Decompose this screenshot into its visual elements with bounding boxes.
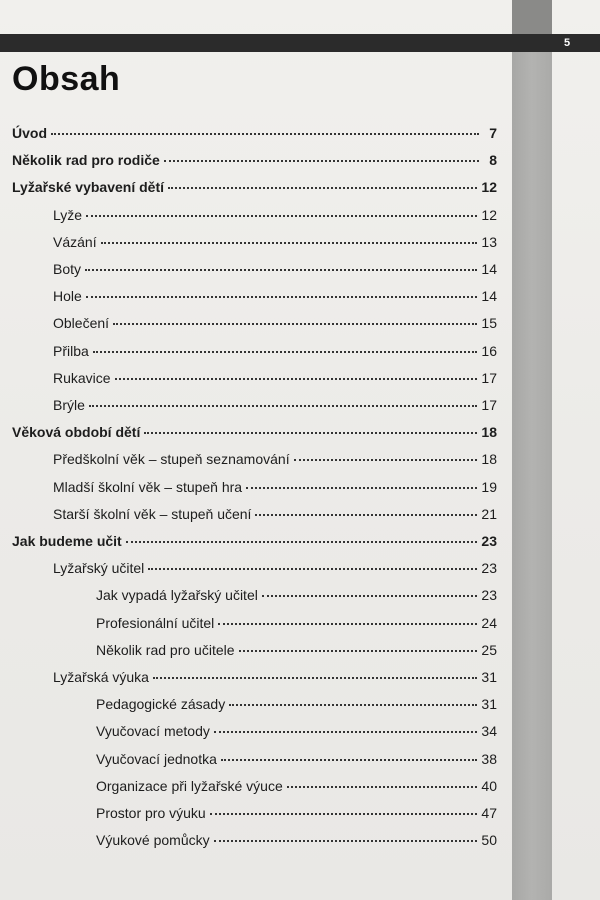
toc-entry-page: 8 (489, 152, 497, 169)
toc-entry-page: 31 (481, 696, 497, 713)
toc-entry (96, 804, 497, 822)
toc-entry-label: Brýle (53, 397, 85, 413)
toc-entry (12, 151, 497, 169)
toc-entry-page: 21 (481, 505, 497, 522)
dot-leader (148, 568, 477, 570)
toc-entry-page: 19 (481, 478, 497, 495)
toc-entry-page: 13 (481, 233, 497, 250)
toc-entry (96, 722, 497, 740)
dot-leader (86, 296, 478, 298)
toc-entry-label: Úvod (12, 125, 47, 141)
dot-leader (287, 786, 478, 788)
dot-leader (126, 541, 478, 543)
toc-entry-label: Vyučovací jednotka (96, 750, 217, 767)
toc-entry-label: Věková období dětí (12, 424, 141, 441)
dot-leader (144, 432, 477, 434)
toc-entry-page: 23 (481, 560, 497, 577)
toc-entry-page: 12 (481, 206, 497, 223)
toc-entry-page: 34 (481, 723, 497, 740)
toc-entry (53, 287, 497, 305)
toc-entry-label: Lyže (53, 206, 83, 223)
toc-entry-page: 17 (481, 397, 497, 413)
dot-leader (101, 242, 478, 244)
dot-leader (262, 595, 478, 597)
dot-leader (113, 323, 477, 325)
toc-entry-label: Boty (53, 261, 82, 277)
toc-entry-label: Lyžařská výuka (53, 669, 149, 685)
toc-entry-label: Jak vypadá lyžařský učitel (96, 587, 258, 604)
toc-entry (53, 314, 497, 332)
toc-entry-page: 17 (481, 369, 497, 386)
toc-entry-page: 25 (481, 641, 497, 658)
toc-entry-page: 47 (481, 805, 497, 821)
toc-entry (53, 559, 497, 577)
toc-entry (96, 831, 497, 849)
toc-entry (53, 396, 497, 414)
toc-entry-label: Mladší školní věk – stupeň hra (53, 478, 243, 495)
toc-entry (53, 342, 497, 360)
dot-leader (86, 215, 477, 217)
toc-entry-label: Oblečení (53, 315, 110, 332)
toc-entry-label: Jak budeme učit (12, 533, 122, 549)
toc-entry (96, 695, 497, 713)
dot-leader (93, 351, 478, 353)
toc-entry (53, 478, 497, 496)
page-title: Obsah (12, 60, 121, 98)
toc-entry-label: Několik rad pro rodiče (12, 152, 160, 169)
dot-leader (214, 731, 478, 733)
dot-leader (218, 623, 477, 625)
dot-leader (85, 269, 477, 271)
toc-entry-page: 15 (481, 315, 497, 332)
toc-entry (53, 505, 497, 523)
toc-entry-label: Lyžařský učitel (53, 560, 145, 577)
toc-entry-label: Vázání (53, 233, 97, 250)
dot-leader (246, 487, 477, 489)
toc-entry-label: Hole (53, 288, 82, 305)
dot-leader (221, 759, 478, 761)
dot-leader (89, 405, 478, 407)
toc-entry (12, 124, 497, 142)
toc-entry-page: 14 (481, 288, 497, 305)
toc-entry-page: 12 (481, 179, 497, 196)
toc-entry (96, 586, 497, 604)
toc-entry (53, 260, 497, 278)
dot-leader (239, 650, 478, 652)
toc-entry-label: Pedagogické zásady (96, 696, 226, 713)
toc-entry-page: 23 (481, 587, 497, 604)
dot-leader (164, 160, 479, 162)
toc-entry (53, 369, 497, 387)
toc-entry-page: 16 (481, 342, 497, 359)
toc-entry-label: Lyžařské vybavení dětí (12, 179, 165, 196)
toc-entry-page: 14 (481, 261, 497, 277)
dot-leader (210, 813, 478, 815)
dot-leader (153, 677, 477, 679)
toc-entry-page: 18 (481, 451, 497, 468)
toc-entry-label: Organizace při lyžařské výuce (96, 777, 283, 794)
dot-leader (294, 459, 478, 461)
toc-entry-label: Prostor pro výuku (96, 805, 206, 821)
dot-leader (168, 187, 477, 189)
toc-entry-page: 18 (481, 424, 497, 441)
dot-leader (255, 514, 477, 516)
toc-entry (96, 614, 497, 632)
toc-entry-page: 38 (481, 750, 497, 767)
toc-entry-page: 23 (481, 533, 497, 549)
toc-entry (96, 641, 497, 659)
toc-entry (12, 178, 497, 196)
page-number: 5 (563, 37, 571, 49)
toc-entry-label: Vyučovací metody (96, 723, 210, 740)
toc-entry (53, 206, 497, 224)
toc-entry (53, 233, 497, 251)
toc-entry-page: 24 (481, 614, 497, 631)
toc-entry-page: 40 (481, 777, 497, 794)
toc-entry-label: Výukové pomůcky (96, 832, 210, 849)
toc-entry-page: 7 (489, 125, 497, 141)
toc-entry-label: Předškolní věk – stupeň seznamování (53, 451, 290, 468)
toc-entry-label: Starší školní věk – stupeň učení (53, 505, 252, 522)
toc-entry (96, 750, 497, 768)
toc-entry (12, 532, 497, 550)
toc-entry-page: 50 (481, 832, 497, 849)
dot-leader (51, 133, 479, 135)
dot-leader (214, 840, 478, 842)
toc-entry-label: Profesionální učitel (96, 614, 215, 631)
toc-entry-label: Několik rad pro učitele (96, 641, 235, 658)
toc-entry (53, 450, 497, 468)
toc-entry-page: 31 (481, 669, 497, 685)
dot-leader (115, 378, 478, 380)
toc-entry-label: Přilba (53, 342, 89, 359)
toc-entry (96, 777, 497, 795)
toc-entry (12, 423, 497, 441)
dot-leader (229, 704, 477, 706)
toc-entry (53, 668, 497, 686)
toc-entry-label: Rukavice (53, 369, 111, 386)
